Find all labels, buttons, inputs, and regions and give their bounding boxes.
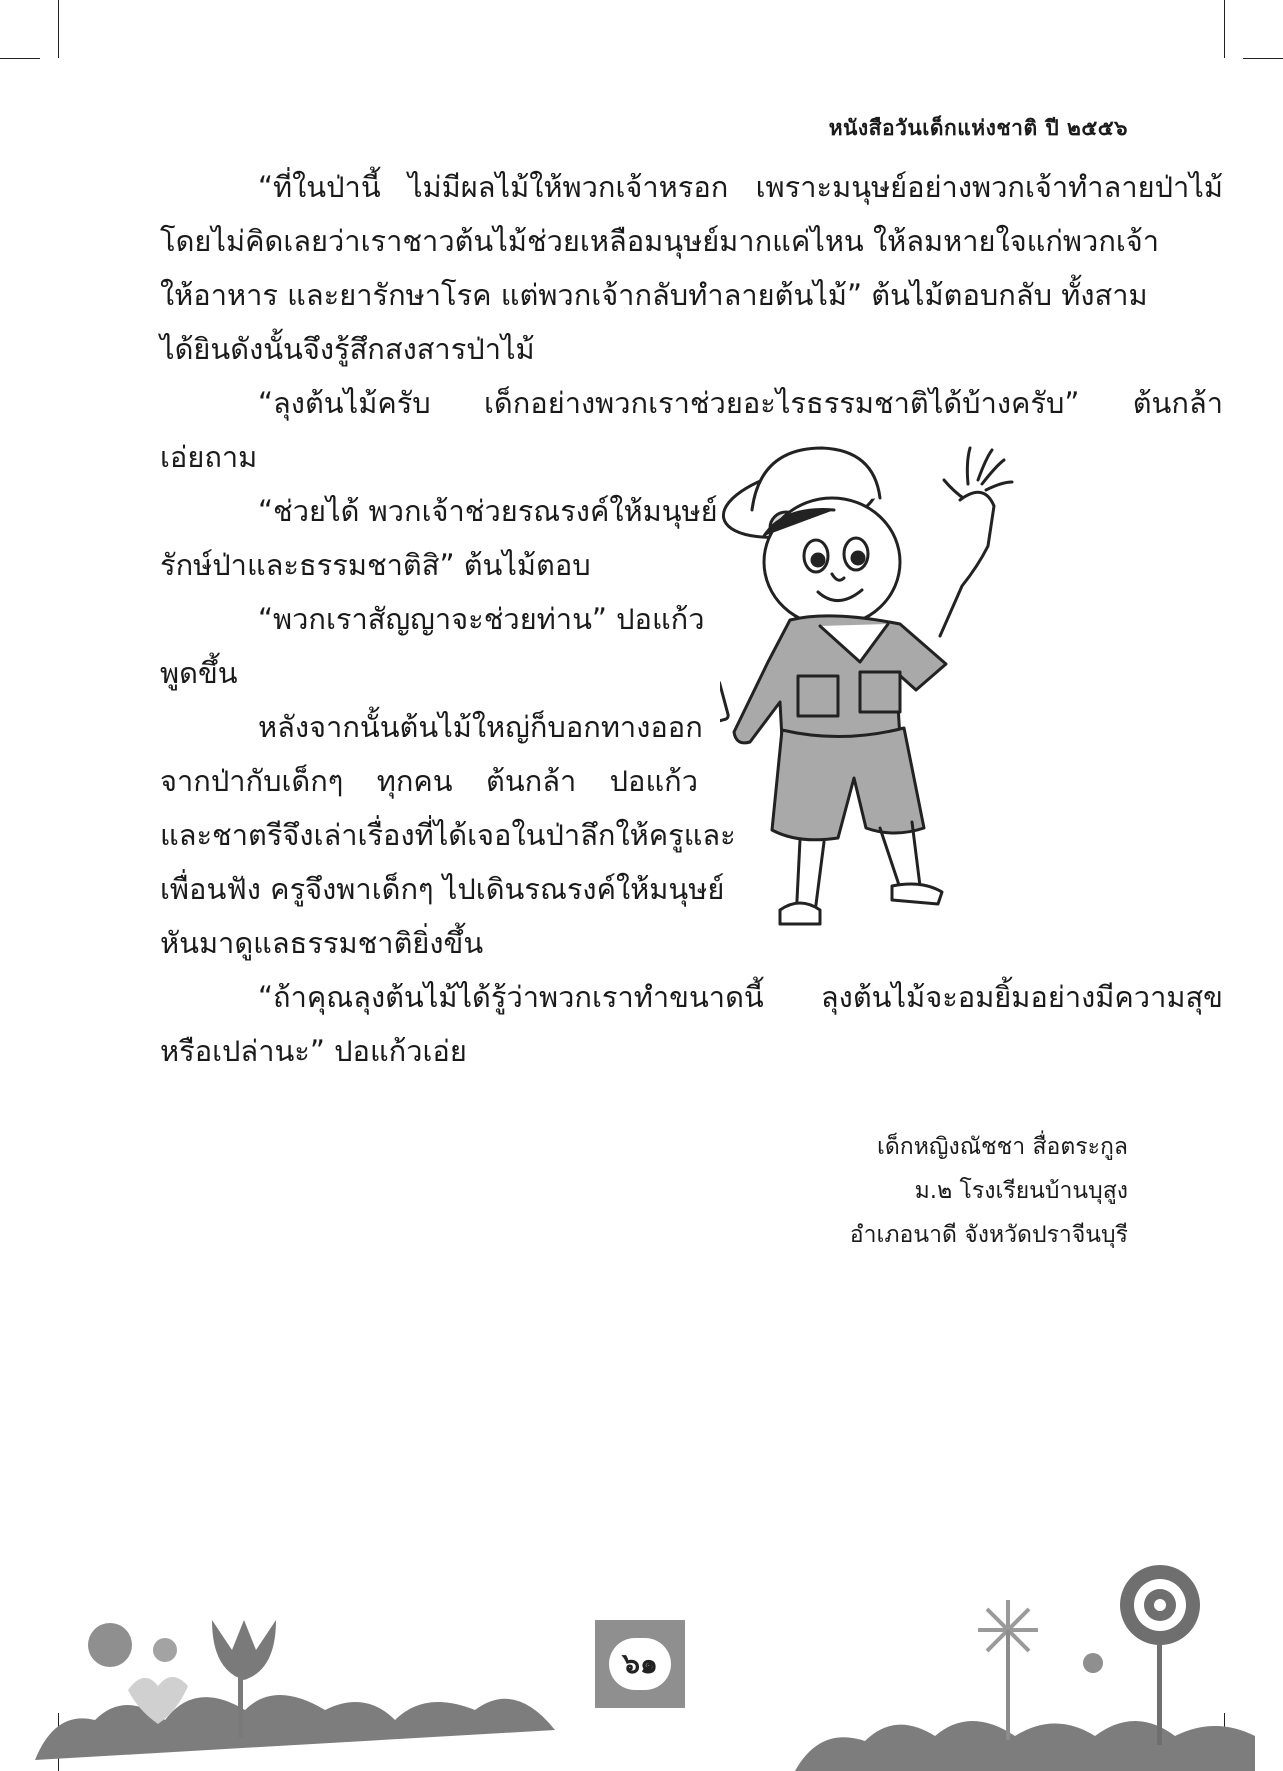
para5-line: หันมาดูแลธรรมชาติยิ่งขึ้น <box>160 926 484 960</box>
para5-line: หลังจากนั้นต้นไม้ใหญ่ก็บอกทางออก <box>258 710 703 744</box>
para5-line: และชาตรีจึงเล่าเรื่องที่ได้เจอในป่าลึกให้ครูและ <box>160 818 736 852</box>
para6-line: “ถ้าคุณลุงต้นไม้ได้รู้ว่าพวกเราทำขนาดนี้ ลุงต้นไม้จะอมยิ้มอย่างมีความสุข <box>258 980 1223 1014</box>
para1-line: “ที่ในป่านี้ ไม่มีผลไม้ให้พวกเจ้าหรอก เพราะมนุษย์อย่างพวกเจ้าทำลายป่าไม้ <box>258 170 1223 204</box>
page-number: ๖๑ <box>609 1638 671 1690</box>
para2-line: เอ่ยถาม <box>160 440 258 474</box>
para6-line: หรือเปล่านะ” ปอแก้วเอ่ย <box>160 1034 467 1068</box>
crop-mark <box>1224 0 1225 58</box>
crop-mark <box>58 0 59 58</box>
para1-line: ให้อาหาร และยารักษาโรค แต่พวกเจ้ากลับทำลายต้นไม้” ต้นไม้ตอบกลับ ทั้งสาม <box>160 278 1148 312</box>
author-block <box>850 1125 1128 1257</box>
author-location: อำเภอนาดี จังหวัดปราจีนบุรี <box>849 1222 1128 1248</box>
author-school: ม.๒ โรงเรียนบ้านบุสูง <box>914 1178 1128 1204</box>
para2-line: “ลุงต้นไม้ครับ เด็กอย่างพวกเราช่วยอะไรธรรมชาติได้บ้างครับ” ต้นกล้า <box>258 386 1223 420</box>
para4-line: พูดขึ้น <box>160 656 238 690</box>
crop-mark <box>1243 58 1283 59</box>
para4-line: “พวกเราสัญญาจะช่วยท่าน” ปอแก้ว <box>258 602 705 636</box>
para1-line: ได้ยินดังนั้นจึงรู้สึกสงสารป่าไม้ <box>160 332 535 366</box>
para3-line: “ช่วยได้ พวกเจ้าช่วยรณรงค์ให้มนุษย์ <box>258 494 718 528</box>
crop-mark <box>0 58 40 59</box>
para5-line: จากป่ากับเด็กๆ ทุกคน ต้นกล้า ปอแก้ว <box>160 764 698 798</box>
scout-boy-illustration <box>720 440 1080 930</box>
author-name: เด็กหญิงณัชชา สื่อตระกูล <box>876 1134 1128 1160</box>
para5-line: เพื่อนฟัง ครูจึงพาเด็กๆ ไปเดินรณรงค์ให้มนุษย์ <box>160 872 725 906</box>
page-number-box <box>595 1620 685 1708</box>
para1-line: โดยไม่คิดเลยว่าเราชาวต้นไม้ช่วยเหลือมนุษย์มากแค่ไหน ให้ลมหายใจแก่พวกเจ้า <box>160 224 1160 258</box>
para3-line: รักษ์ป่าและธรรมชาติสิ” ต้นไม้ตอบ <box>160 548 591 582</box>
running-title: หนังสือวันเด็กแห่งชาติ ปี ๒๕๕๖ <box>828 116 1128 140</box>
